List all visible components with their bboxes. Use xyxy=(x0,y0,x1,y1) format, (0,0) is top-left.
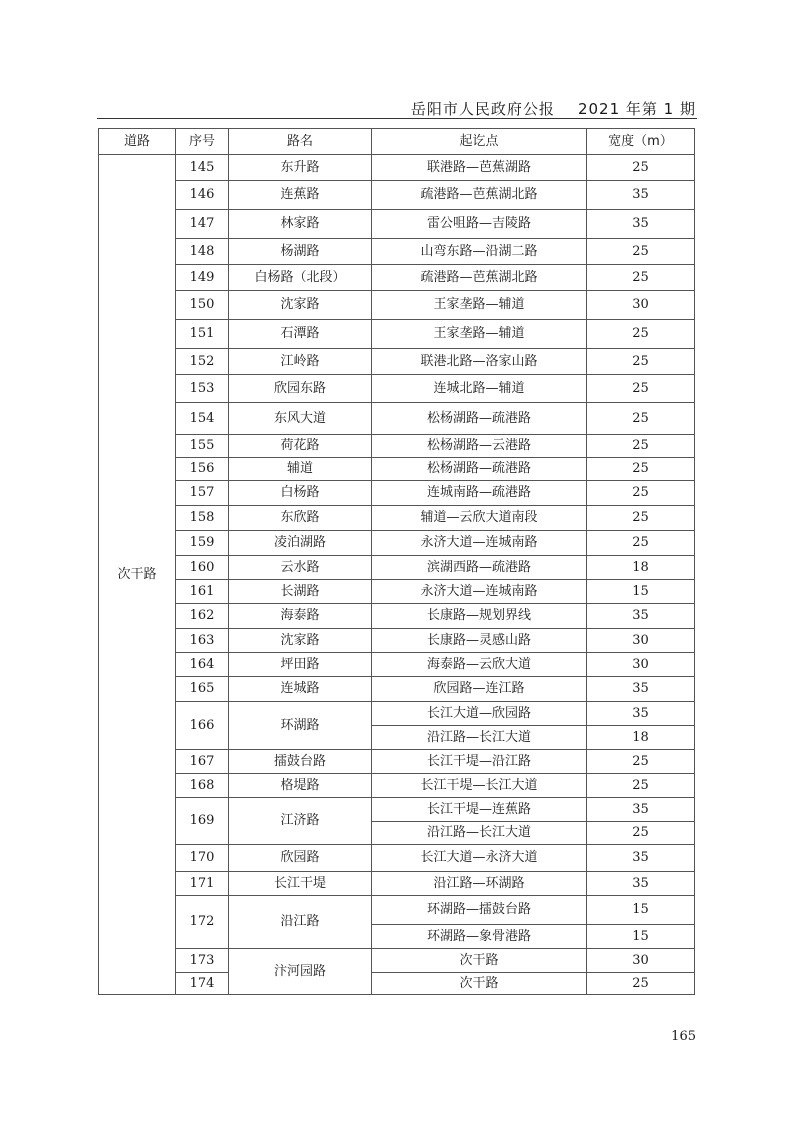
page-header xyxy=(411,98,696,119)
range-cell: 王家垄路—辅道 xyxy=(372,291,587,320)
table-row xyxy=(99,845,695,872)
road-number-cell: 155 xyxy=(176,435,229,458)
road-number-cell: 156 xyxy=(176,458,229,481)
range-cell: 沿江路—长江大道 xyxy=(372,726,587,750)
table-row xyxy=(99,896,695,925)
width-cell: 25 xyxy=(587,774,695,798)
table-row xyxy=(99,750,695,774)
table-row xyxy=(99,702,695,726)
road-name-cell: 石潭路 xyxy=(229,320,372,349)
range-cell: 山弯东路—沿湖二路 xyxy=(372,239,587,265)
road-name-cell: 长湖路 xyxy=(229,580,372,604)
road-name-cell: 欣园东路 xyxy=(229,375,372,403)
width-cell: 25 xyxy=(587,458,695,481)
road-number-cell: 160 xyxy=(176,556,229,580)
range-cell: 海泰路—云欣大道 xyxy=(372,653,587,677)
road-name-cell: 凌泊湖路 xyxy=(229,531,372,556)
range-cell: 松杨湖路—疏港路 xyxy=(372,458,587,481)
table-row xyxy=(99,798,695,822)
range-cell: 沿江路—长江大道 xyxy=(372,822,587,845)
width-cell: 15 xyxy=(587,896,695,925)
table-row xyxy=(99,481,695,506)
table-row xyxy=(99,320,695,349)
table-row xyxy=(99,403,695,435)
road-number-cell: 161 xyxy=(176,580,229,604)
width-cell: 25 xyxy=(587,481,695,506)
width-cell: 25 xyxy=(587,506,695,531)
table-body xyxy=(99,155,695,995)
table-row xyxy=(99,949,695,973)
table-row xyxy=(99,556,695,580)
width-cell: 35 xyxy=(587,845,695,872)
range-cell: 长康路—灵感山路 xyxy=(372,629,587,653)
range-cell: 永济大道—连城南路 xyxy=(372,531,587,556)
width-cell: 25 xyxy=(587,435,695,458)
width-cell: 25 xyxy=(587,239,695,265)
table-row xyxy=(99,265,695,291)
road-number-cell: 148 xyxy=(176,239,229,265)
road-number-cell: 174 xyxy=(176,973,229,995)
table-row xyxy=(99,774,695,798)
width-cell: 18 xyxy=(587,556,695,580)
range-cell: 雷公咀路—吉陵路 xyxy=(372,210,587,239)
range-cell: 环湖路—擂鼓台路 xyxy=(372,896,587,925)
table-row xyxy=(99,629,695,653)
range-cell: 王家垄路—辅道 xyxy=(372,320,587,349)
road-name-cell: 环湖路 xyxy=(229,702,372,750)
road-number-cell: 164 xyxy=(176,653,229,677)
table-row xyxy=(99,435,695,458)
page-number: 165 xyxy=(671,1029,696,1044)
road-number-cell: 157 xyxy=(176,481,229,506)
range-cell: 联港北路—洛家山路 xyxy=(372,349,587,375)
table-row xyxy=(99,239,695,265)
range-cell: 次干路 xyxy=(372,973,587,995)
road-name-cell: 连城路 xyxy=(229,677,372,702)
road-number-cell: 170 xyxy=(176,845,229,872)
road-name-cell: 辅道 xyxy=(229,458,372,481)
table-row xyxy=(99,210,695,239)
table-row xyxy=(99,653,695,677)
table-row xyxy=(99,181,695,210)
table-row xyxy=(99,375,695,403)
road-name-cell: 东欣路 xyxy=(229,506,372,531)
road-number-cell: 147 xyxy=(176,210,229,239)
column-header: 宽度（m） xyxy=(587,129,695,155)
column-header: 序号 xyxy=(176,129,229,155)
width-cell: 35 xyxy=(587,677,695,702)
road-number-cell: 165 xyxy=(176,677,229,702)
width-cell: 30 xyxy=(587,653,695,677)
road-number-cell: 168 xyxy=(176,774,229,798)
width-cell: 25 xyxy=(587,822,695,845)
width-cell: 25 xyxy=(587,375,695,403)
range-cell: 连城南路—疏港路 xyxy=(372,481,587,506)
road-name-cell: 林家路 xyxy=(229,210,372,239)
road-number-cell: 146 xyxy=(176,181,229,210)
width-cell: 25 xyxy=(587,973,695,995)
width-cell: 15 xyxy=(587,925,695,949)
width-cell: 25 xyxy=(587,403,695,435)
road-number-cell: 159 xyxy=(176,531,229,556)
width-cell: 25 xyxy=(587,155,695,181)
width-cell: 35 xyxy=(587,181,695,210)
column-header: 路名 xyxy=(229,129,372,155)
road-number-cell: 173 xyxy=(176,949,229,973)
road-number-cell: 152 xyxy=(176,349,229,375)
width-cell: 35 xyxy=(587,604,695,629)
table-row xyxy=(99,872,695,896)
range-cell: 联港路—芭蕉湖路 xyxy=(372,155,587,181)
width-cell: 35 xyxy=(587,872,695,896)
range-cell: 欣园路—连江路 xyxy=(372,677,587,702)
table-row xyxy=(99,349,695,375)
range-cell: 长江大道—欣园路 xyxy=(372,702,587,726)
road-number-cell: 149 xyxy=(176,265,229,291)
road-number-cell: 158 xyxy=(176,506,229,531)
road-name-cell: 白杨路 xyxy=(229,481,372,506)
road-name-cell: 云水路 xyxy=(229,556,372,580)
range-cell: 松杨湖路—疏港路 xyxy=(372,403,587,435)
road-number-cell: 153 xyxy=(176,375,229,403)
road-number-cell: 172 xyxy=(176,896,229,949)
header-rule xyxy=(97,118,697,119)
road-name-cell: 擂鼓台路 xyxy=(229,750,372,774)
width-cell: 25 xyxy=(587,320,695,349)
table-row xyxy=(99,291,695,320)
range-cell: 滨湖西路—疏港路 xyxy=(372,556,587,580)
road-name-cell: 东升路 xyxy=(229,155,372,181)
road-name-cell: 沿江路 xyxy=(229,896,372,949)
road-name-cell: 白杨路（北段） xyxy=(229,265,372,291)
column-header: 起讫点 xyxy=(372,129,587,155)
road-name-cell: 海泰路 xyxy=(229,604,372,629)
width-cell: 25 xyxy=(587,531,695,556)
width-cell: 35 xyxy=(587,702,695,726)
width-cell: 25 xyxy=(587,349,695,375)
column-header: 道路 xyxy=(99,129,176,155)
road-table xyxy=(98,128,695,995)
road-name-cell: 沈家路 xyxy=(229,629,372,653)
road-name-cell: 东风大道 xyxy=(229,403,372,435)
range-cell: 辅道—云欣大道南段 xyxy=(372,506,587,531)
road-number-cell: 171 xyxy=(176,872,229,896)
width-cell: 30 xyxy=(587,629,695,653)
range-cell: 连城北路—辅道 xyxy=(372,375,587,403)
range-cell: 长江干堤—连蕉路 xyxy=(372,798,587,822)
table-head xyxy=(99,129,695,155)
road-name-cell: 杨湖路 xyxy=(229,239,372,265)
width-cell: 30 xyxy=(587,949,695,973)
range-cell: 长康路—规划界线 xyxy=(372,604,587,629)
road-class-cell: 次干路 xyxy=(99,155,176,995)
width-cell: 35 xyxy=(587,210,695,239)
table-row xyxy=(99,458,695,481)
width-cell: 18 xyxy=(587,726,695,750)
road-number-cell: 150 xyxy=(176,291,229,320)
road-number-cell: 169 xyxy=(176,798,229,845)
road-number-cell: 162 xyxy=(176,604,229,629)
range-cell: 长江干堤—沿江路 xyxy=(372,750,587,774)
road-number-cell: 163 xyxy=(176,629,229,653)
road-number-cell: 151 xyxy=(176,320,229,349)
road-name-cell: 汴河园路 xyxy=(229,949,372,995)
range-cell: 永济大道—连城南路 xyxy=(372,580,587,604)
road-name-cell: 坪田路 xyxy=(229,653,372,677)
table-row xyxy=(99,580,695,604)
range-cell: 次干路 xyxy=(372,949,587,973)
publication-title: 岳阳市人民政府公报 xyxy=(410,100,555,118)
range-cell: 沿江路—环湖路 xyxy=(372,872,587,896)
width-cell: 30 xyxy=(587,291,695,320)
issue-label: 2021 年第 1 期 xyxy=(577,100,696,118)
road-name-cell: 格堤路 xyxy=(229,774,372,798)
road-name-cell: 江济路 xyxy=(229,798,372,845)
range-cell: 松杨湖路—云港路 xyxy=(372,435,587,458)
road-name-cell: 沈家路 xyxy=(229,291,372,320)
table-row xyxy=(99,604,695,629)
road-name-cell: 连蕉路 xyxy=(229,181,372,210)
table-row xyxy=(99,155,695,181)
table-row xyxy=(99,531,695,556)
width-cell: 15 xyxy=(587,580,695,604)
road-name-cell: 长江干堤 xyxy=(229,872,372,896)
road-number-cell: 154 xyxy=(176,403,229,435)
road-number-cell: 166 xyxy=(176,702,229,750)
table-row xyxy=(99,677,695,702)
road-number-cell: 145 xyxy=(176,155,229,181)
width-cell: 25 xyxy=(587,750,695,774)
width-cell: 35 xyxy=(587,798,695,822)
road-number-cell: 167 xyxy=(176,750,229,774)
width-cell: 25 xyxy=(587,265,695,291)
range-cell: 疏港路—芭蕉湖北路 xyxy=(372,265,587,291)
table-row xyxy=(99,506,695,531)
range-cell: 疏港路—芭蕉湖北路 xyxy=(372,181,587,210)
road-name-cell: 欣园路 xyxy=(229,845,372,872)
road-name-cell: 江岭路 xyxy=(229,349,372,375)
range-cell: 长江干堤—长江大道 xyxy=(372,774,587,798)
range-cell: 长江大道—永济大道 xyxy=(372,845,587,872)
table-row xyxy=(99,973,695,995)
road-name-cell: 荷花路 xyxy=(229,435,372,458)
header-row xyxy=(99,129,695,155)
range-cell: 环湖路—象骨港路 xyxy=(372,925,587,949)
